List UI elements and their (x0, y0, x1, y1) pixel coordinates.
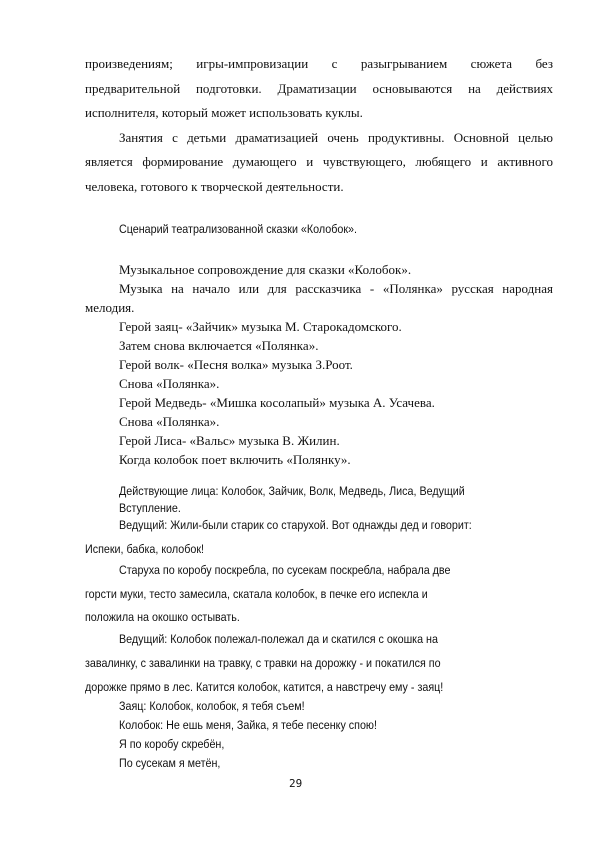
play-line-3: Ведущий: Жили-были старик со старухой. Вот однажды дед и говорит: (119, 518, 472, 532)
play-line-11: Заяц: Колобок, колобок, я тебя съем! (119, 699, 305, 713)
music-line-9: Снова «Полянка». (119, 414, 220, 429)
play-line-7: положила на окошко остывать. (85, 610, 240, 624)
play-line-5: Старуха по коробу поскребла, по сусекам поскребла, набрала две (119, 563, 451, 577)
play-line-6: горсти муки, тесто замесила, скатала колобок, в печке его испекла и (85, 587, 428, 601)
intro-line-4: Занятия с детьми драматизацией очень продуктивны. Основной целью (119, 130, 553, 145)
intro-line-5: является формирование думающего и чувствующего, любящего и активного (85, 154, 553, 169)
intro-line-3: исполнителя, который может использовать куклы. (85, 105, 363, 120)
play-line-9: завалинку, с завалинки на травку, с травки на дорожку - и покатился по (85, 656, 441, 670)
play-line-8: Ведущий: Колобок полежал-полежал да и скатился с окошка на (119, 632, 438, 646)
music-line-5: Затем снова включается «Полянка». (119, 338, 319, 353)
play-line-14: По сусекам я метён, (119, 756, 221, 770)
scenario-title: Сценарий театрализованной сказки «Колобок». (119, 222, 357, 236)
music-line-8: Герой Медведь- «Мишка косолапый» музыка А. Усачева. (119, 395, 435, 410)
intro-line-6: человека, готового к творческой деятельности. (85, 179, 344, 194)
music-line-7: Снова «Полянка». (119, 376, 220, 391)
play-line-10: дорожке прямо в лес. Катится колобок, катится, а навстречу ему - заяц! (85, 680, 444, 694)
music-line-4: Герой заяц- «Зайчик» музыка М. Старокадомского. (119, 319, 402, 334)
music-line-2: Музыка на начало или для рассказчика - «Полянка» русская народная (119, 281, 553, 296)
music-line-3: мелодия. (85, 300, 135, 315)
play-line-4: Испеки, бабка, колобок! (85, 542, 205, 556)
characters-line: Действующие лица: Колобок, Зайчик, Волк, Медведь, Лиса, Ведущий (119, 484, 465, 498)
music-line-10: Герой Лиса- «Вальс» музыка В. Жилин. (119, 433, 340, 448)
play-line-12: Колобок: Не ешь меня, Зайка, я тебе песенку спою! (119, 718, 377, 732)
intro-line-1: произведениям; игры-импровизации с разыгрыванием сюжета без (85, 56, 553, 71)
page-number: 29 (289, 777, 303, 790)
introduction-heading: Вступление. (119, 501, 181, 515)
music-line-1: Музыкальное сопровождение для сказки «Колобок». (119, 262, 412, 277)
music-line-6: Герой волк- «Песня волка» музыка З.Роот. (119, 357, 353, 372)
music-line-11: Когда колобок поет включить «Полянку». (119, 452, 351, 467)
play-line-13: Я по коробу скребён, (119, 737, 225, 751)
intro-line-2: предварительной подготовки. Драматизации основываются на действиях (85, 81, 553, 96)
